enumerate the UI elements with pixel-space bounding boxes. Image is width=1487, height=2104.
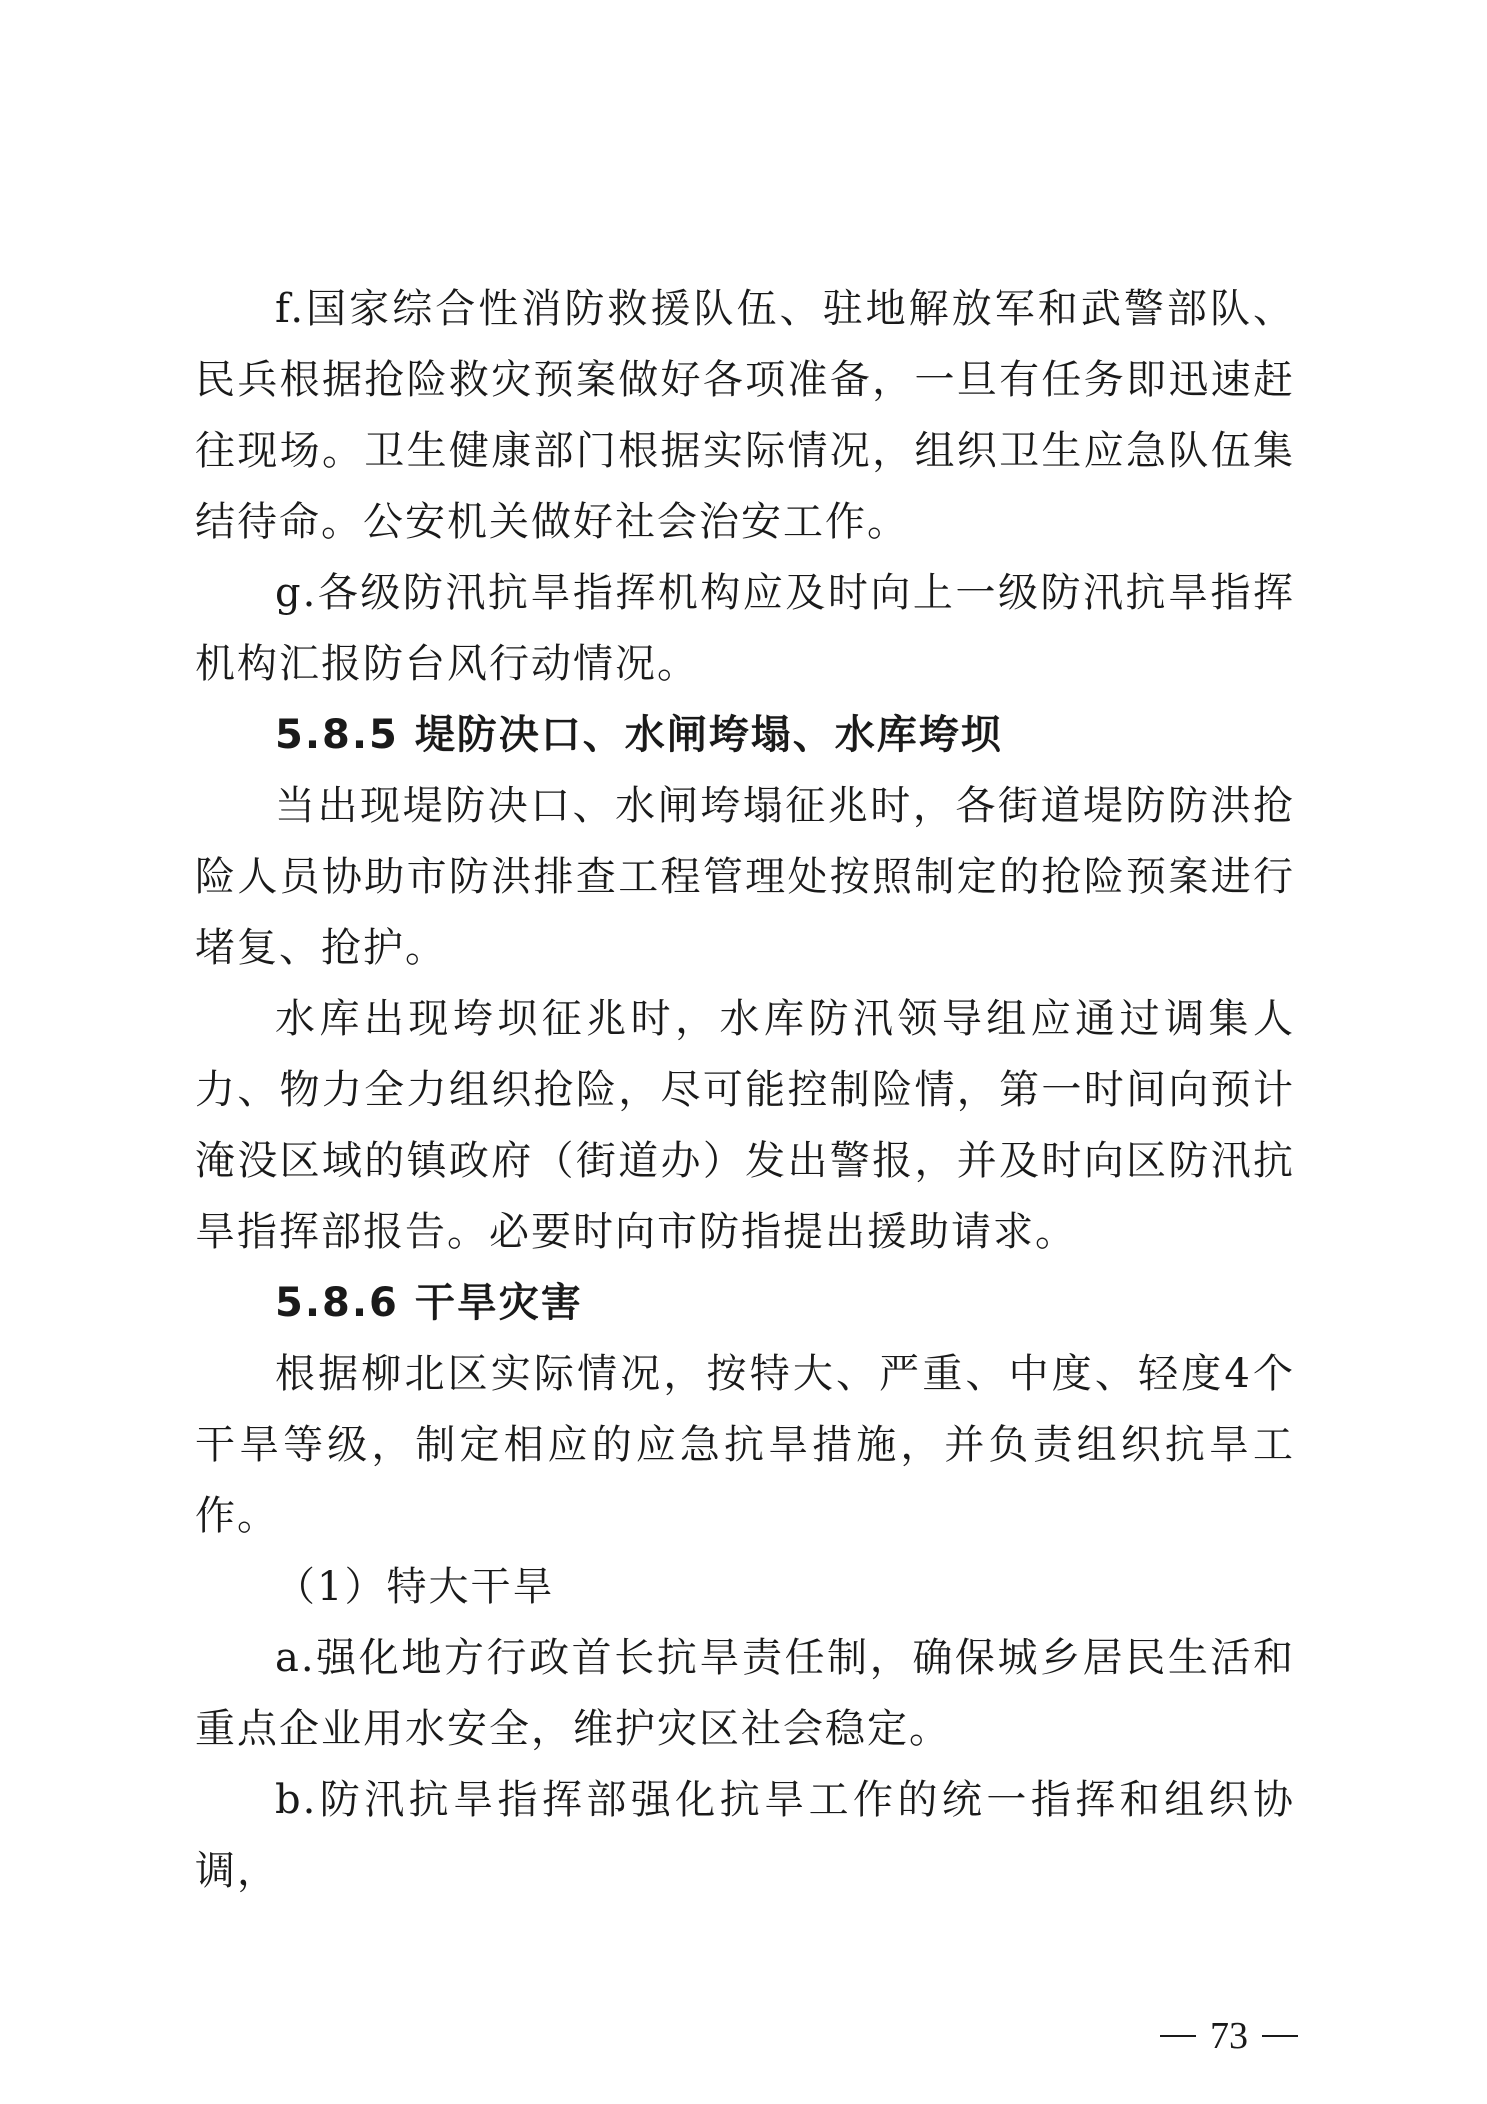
paragraph-g: g.各级防汛抗旱指挥机构应及时向上一级防汛抗旱指挥机构汇报防台风行动情况。 — [195, 570, 1295, 687]
page-footer — [1160, 2016, 1310, 2056]
section-heading-5-8-5: 5.8.5 堤防决口、水闸垮塌、水库垮坝 — [275, 712, 1003, 758]
paragraph-dike-breach: 当出现堤防决口、水闸垮塌征兆时，各街道堤防防洪抢险人员协助市防洪排查工程管理处按照制定的抢险预案进行堵复、抢护。 — [195, 783, 1295, 971]
paragraph-drought-levels: 根据柳北区实际情况，按特大、严重、中度、轻度4个干旱等级，制定相应的应急抗旱措施，并负责组织抗旱工作。 — [195, 1351, 1295, 1539]
section-heading-5-8-6: 5.8.6 干旱灾害 — [275, 1280, 583, 1326]
paragraph-reservoir-collapse: 水库出现垮坝征兆时，水库防汛领导组应通过调集人力、物力全力组织抢险，尽可能控制险情，第一时间向预计淹没区域的镇政府（街道办）发出警报，并及时向区防汛抗旱指挥部报告。必要时向市防指提出援助请求。 — [195, 996, 1295, 1255]
document-body — [195, 274, 1295, 1907]
paragraph-a: a.强化地方行政首长抗旱责任制，确保城乡居民生活和重点企业用水安全，维护灾区社会稳定。 — [195, 1635, 1295, 1752]
paragraph-f: f.国家综合性消防救援队伍、驻地解放军和武警部队、民兵根据抢险救灾预案做好各项准备，一旦有任务即迅速赶往现场。卫生健康部门根据实际情况，组织卫生应急队伍集结待命。公安机关做好社会治安工作。 — [195, 286, 1295, 545]
footer-dash-right — [1262, 2035, 1298, 2037]
page-number: 73 — [1210, 2015, 1248, 2057]
footer-dash-left — [1160, 2035, 1196, 2037]
subheading-extreme-drought: （1）特大干旱 — [275, 1564, 555, 1610]
paragraph-b: b.防汛抗旱指挥部强化抗旱工作的统一指挥和组织协调， — [195, 1777, 1295, 1894]
